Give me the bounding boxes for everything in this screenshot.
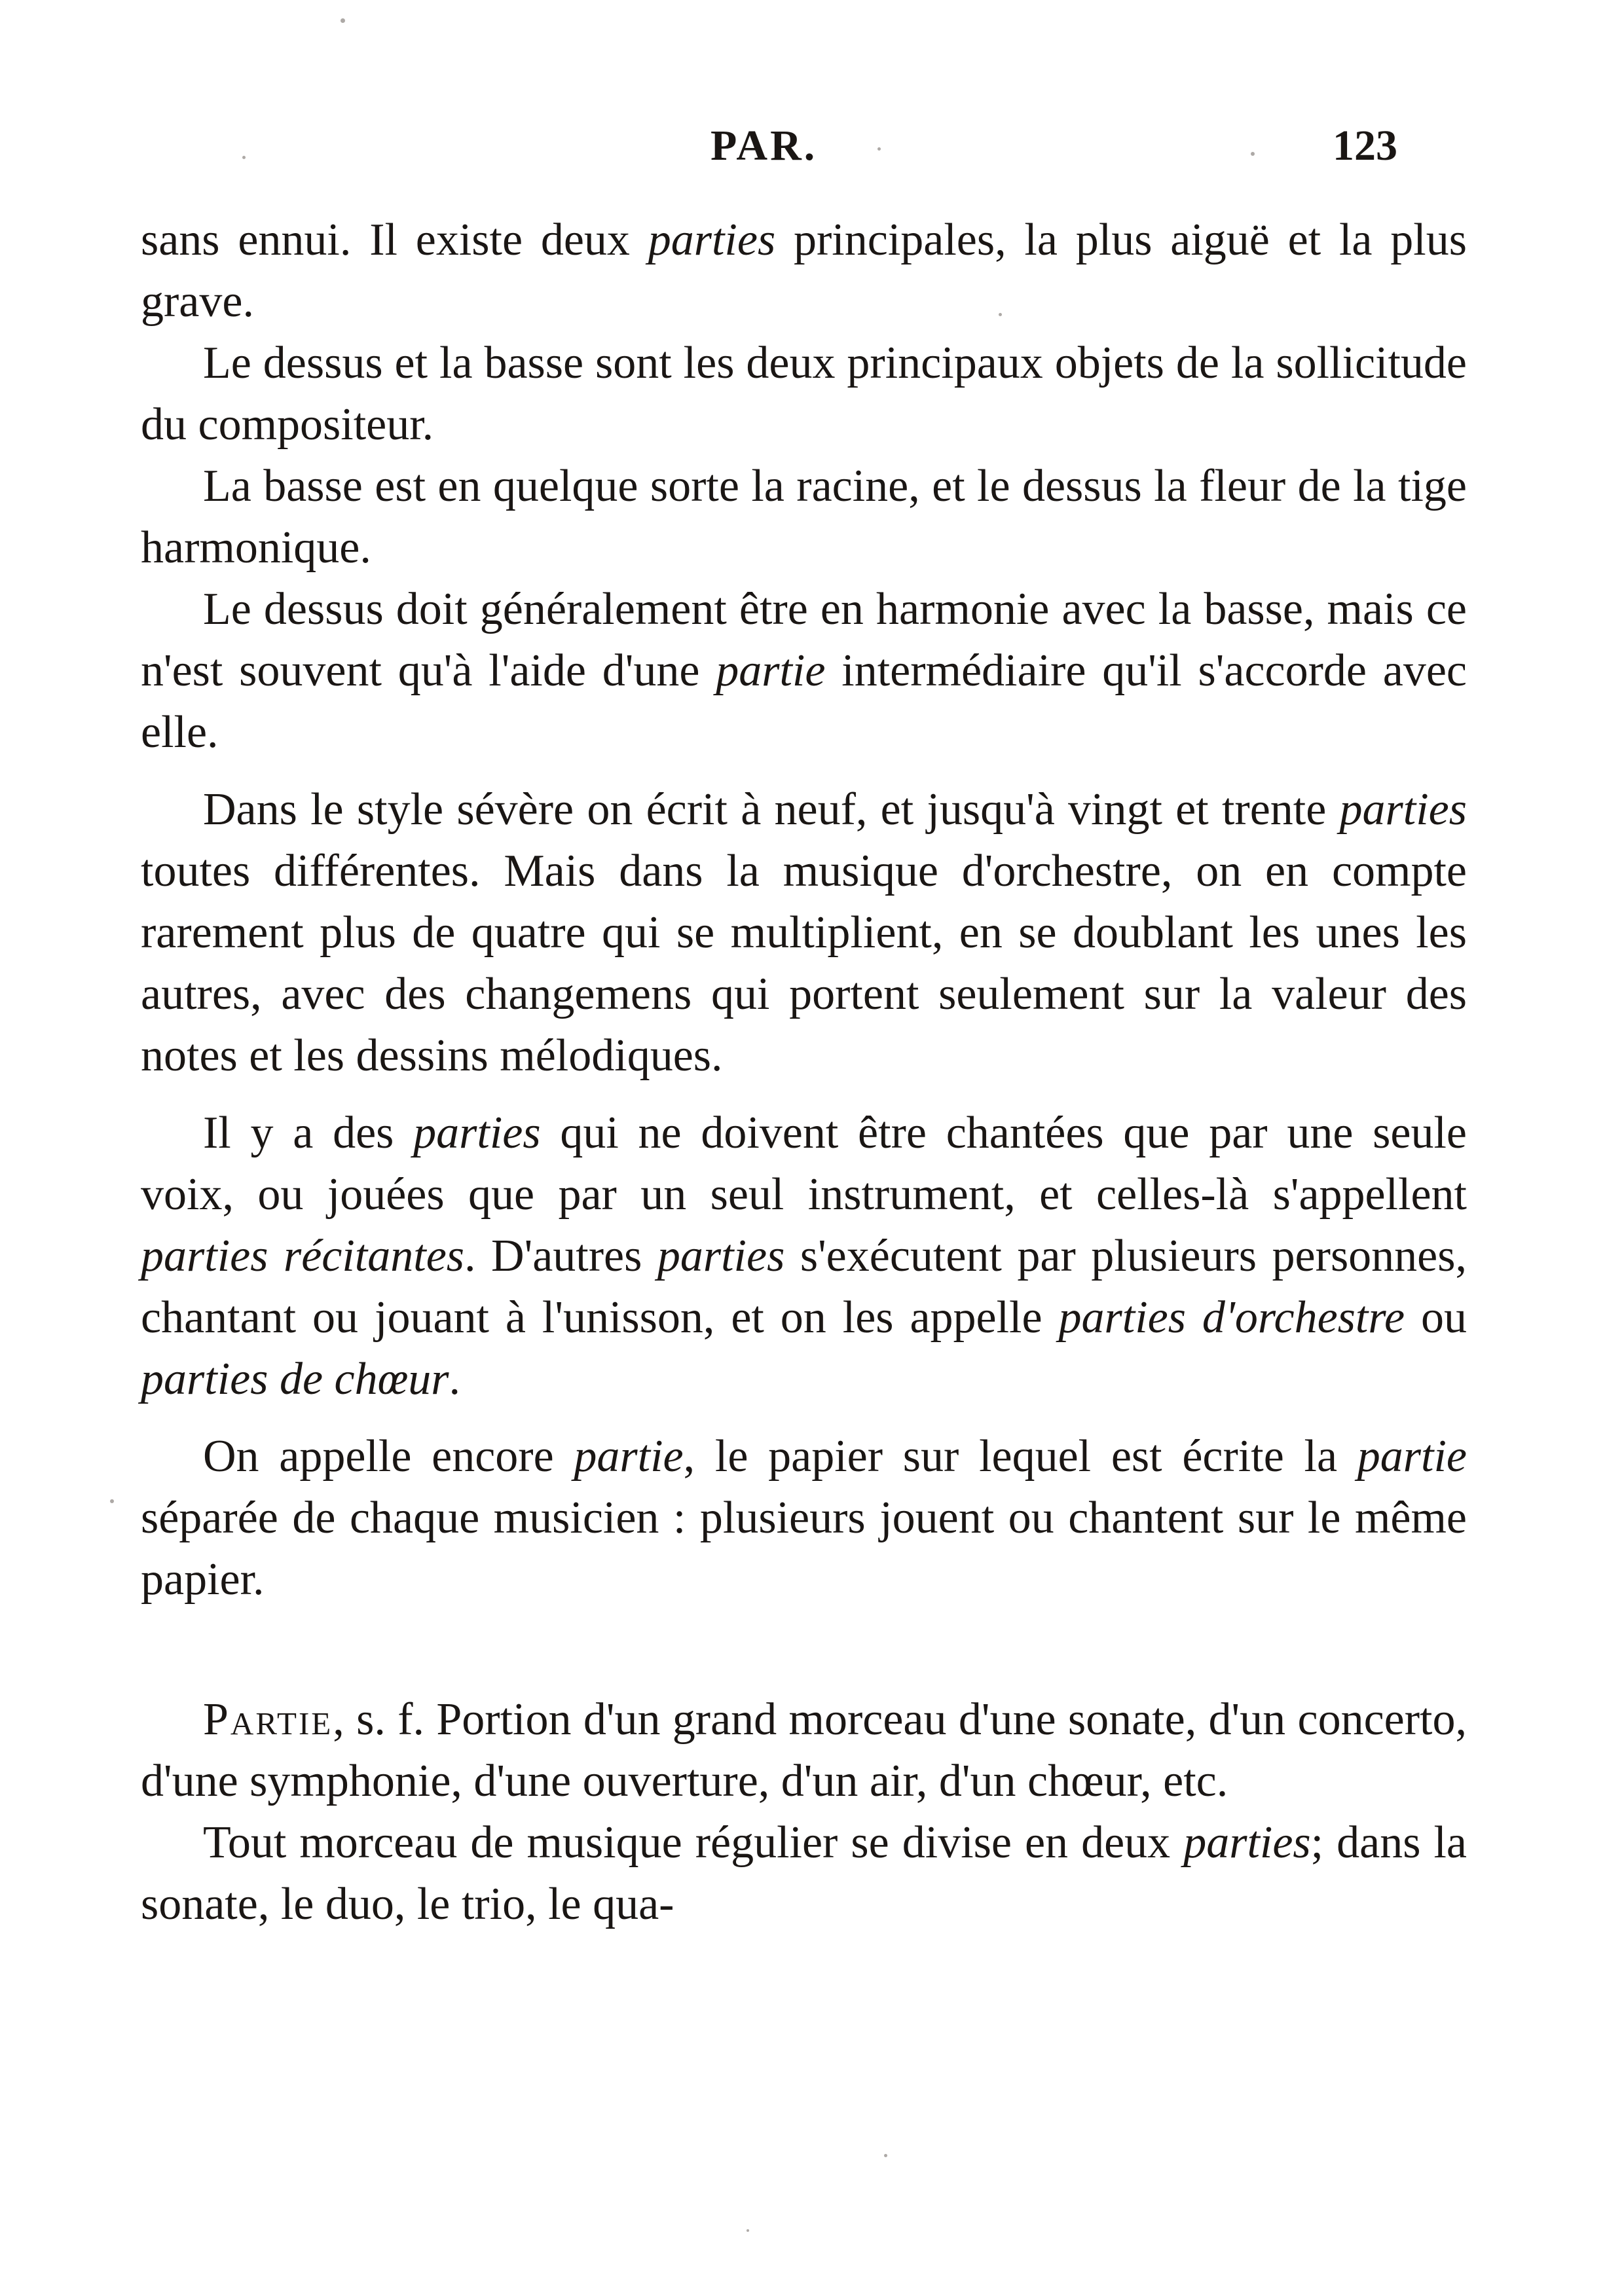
text-run: Le dessus doit généralement être en harmonie avec la basse, mais ce n'est souvent qu'à l'aide d'une	[141, 584, 1467, 696]
page-number: 123	[1333, 122, 1397, 170]
italic-term: parties d'orchestre	[1058, 1292, 1405, 1343]
paragraph	[141, 1102, 1467, 1410]
text-run: qui ne doivent être chantées que par une seule voix, ou jouées que par un seul instrument, et celles-là s'appellent	[141, 1108, 1467, 1220]
body-text	[141, 210, 1467, 1935]
italic-term: partie	[1357, 1431, 1467, 1482]
text-run: On appelle encore	[203, 1431, 574, 1482]
text-run: intermédiaire qu'il s'accorde avec elle.	[141, 646, 1467, 757]
text-run: La basse est en quelque sorte la racine, et le dessus la fleur de la tige harmonique.	[141, 461, 1467, 573]
entry-headword: Partie	[203, 1694, 333, 1745]
print-speck	[884, 2154, 887, 2157]
italic-term: partie	[716, 646, 826, 696]
text-run: principales, la plus aiguë et la plus grave.	[141, 215, 1467, 327]
text-run: Il y a des	[203, 1108, 414, 1158]
text-run: sans ennui. Il existe deux	[141, 215, 648, 265]
text-run: ; dans la sonate, le duo, le trio, le qua-	[141, 1817, 1467, 1929]
italic-term: parties	[1183, 1817, 1311, 1868]
paragraph	[141, 1812, 1467, 1935]
print-speck	[877, 147, 881, 151]
text-run: ou	[1405, 1292, 1467, 1343]
italic-term: partie	[574, 1431, 684, 1482]
print-speck	[110, 1499, 114, 1503]
text-run: , s. f. Portion d'un grand morceau d'une sonate, d'un concerto, d'une symphonie, d'une ouverture, d'un air, d'un chœur, etc.	[141, 1694, 1467, 1806]
print-speck	[747, 2229, 749, 2232]
print-speck	[999, 313, 1002, 316]
paragraph	[141, 456, 1467, 579]
text-run: Dans le style sévère on écrit à neuf, et jusqu'à vingt et trente	[203, 784, 1340, 835]
text-run: . D'autres	[464, 1231, 657, 1281]
text-run: Le dessus et la basse sont les deux principaux objets de la sollicitude du compositeur.	[141, 338, 1467, 450]
print-speck	[341, 18, 345, 23]
page-header	[0, 121, 1624, 180]
print-speck	[242, 156, 246, 159]
paragraph	[141, 579, 1467, 763]
paragraph	[141, 210, 1467, 333]
text-run: s'exécutent par plusieurs personnes, chantant ou jouant à l'unisson, et on les appelle	[141, 1231, 1467, 1343]
text-run: Tout morceau de musique régulier se divise en deux	[203, 1817, 1184, 1868]
text-run: .	[449, 1354, 461, 1404]
italic-term: parties	[648, 215, 776, 265]
entry-paragraph	[141, 1689, 1467, 1812]
print-speck	[1251, 152, 1255, 156]
paragraph	[141, 1426, 1467, 1611]
running-head: PAR.	[710, 122, 818, 170]
italic-term: parties	[657, 1231, 785, 1281]
text-run: séparée de chaque musicien : plusieurs jouent ou chantent sur le même papier.	[141, 1493, 1467, 1605]
paragraph	[141, 779, 1467, 1087]
italic-term: parties de chœur	[141, 1354, 449, 1404]
text-run: , le papier sur lequel est écrite la	[683, 1431, 1357, 1482]
italic-term: parties récitantes	[141, 1231, 465, 1281]
paragraph	[141, 333, 1467, 456]
italic-term: parties	[413, 1108, 541, 1158]
italic-term: parties	[1339, 784, 1467, 835]
text-run: toutes différentes. Mais dans la musique d'orchestre, on en compte rarement plus de quatre qui se multiplient, en se doublant les unes les autres, avec des changemens qui portent seulement sur la valeur des notes et les dessins mélodiques.	[141, 846, 1467, 1081]
